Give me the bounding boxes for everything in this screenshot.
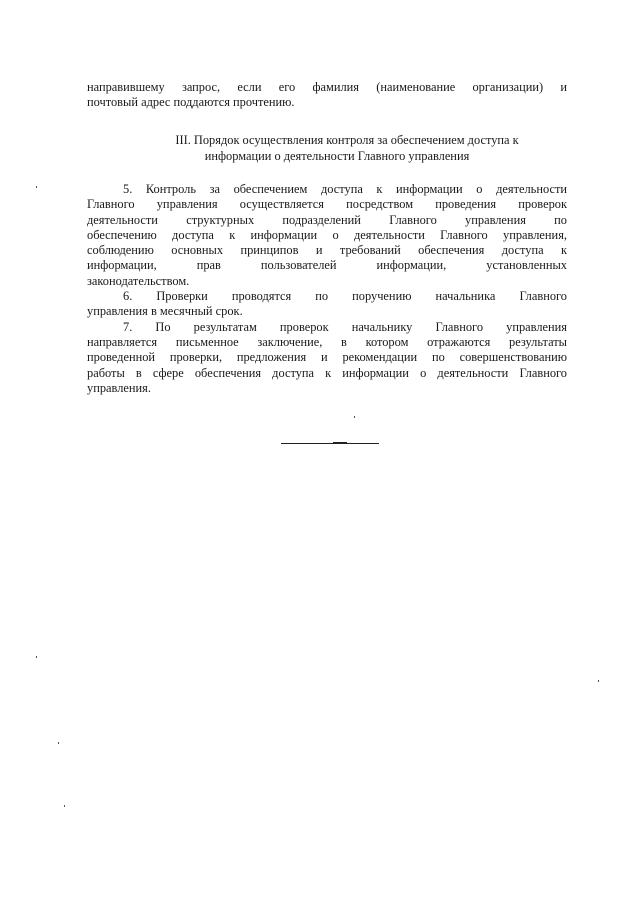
text-line: управления.: [87, 380, 151, 395]
section-heading: [87, 133, 567, 164]
clause-7: [87, 320, 567, 396]
text-line: работы в сфере обеспечения доступа к информации о деятельности Главного: [87, 365, 567, 380]
text-line: 5. Контроль за обеспечением доступа к информации о деятельности: [123, 182, 567, 196]
text-line: деятельности структурных подразделений Главного управления по: [87, 212, 567, 227]
text-line: обеспечению доступа к информации о деятельности Главного управления,: [87, 227, 567, 242]
text-line: проведенной проверки, предложения и рекомендации по совершенствованию: [87, 350, 567, 365]
text-line: 6. Проверки проводятся по поручению начальника Главного: [123, 289, 567, 304]
text-line: почтовый адрес поддаются прочтению.: [87, 95, 295, 110]
clause-5: [87, 182, 567, 289]
continuation-paragraph: [87, 80, 567, 111]
text-line: управления в месячный срок.: [87, 304, 243, 319]
text-line: информации, прав пользователей информации, установленных: [87, 258, 567, 273]
scan-speck: [64, 805, 65, 807]
section-heading-line: III. Порядок осуществления контроля за обеспечением доступа к: [175, 133, 519, 147]
scan-speck: [58, 742, 59, 744]
text-line: соблюдению основных принципов и требований обеспечения доступа к: [87, 243, 567, 258]
text-line: законодательством.: [87, 273, 190, 288]
clauses-body: [87, 182, 567, 396]
scan-speck: [36, 656, 37, 658]
scan-speck: [598, 680, 599, 682]
text-line: Главного управления осуществляется посредством проведения проверок: [87, 197, 567, 212]
text-line: 7. По результатам проверок начальнику Главного управления: [123, 319, 567, 334]
scan-speck: [354, 416, 355, 418]
scan-speck: [36, 186, 37, 188]
clause-6: [87, 289, 567, 320]
section-heading-line: информации о деятельности Главного управления: [204, 148, 470, 163]
text-line: направившему запрос, если его фамилия (наименование организации) и: [87, 80, 567, 94]
end-separator-line: [281, 443, 379, 444]
text-line: направляется письменное заключение, в котором отражаются результаты: [87, 334, 567, 349]
